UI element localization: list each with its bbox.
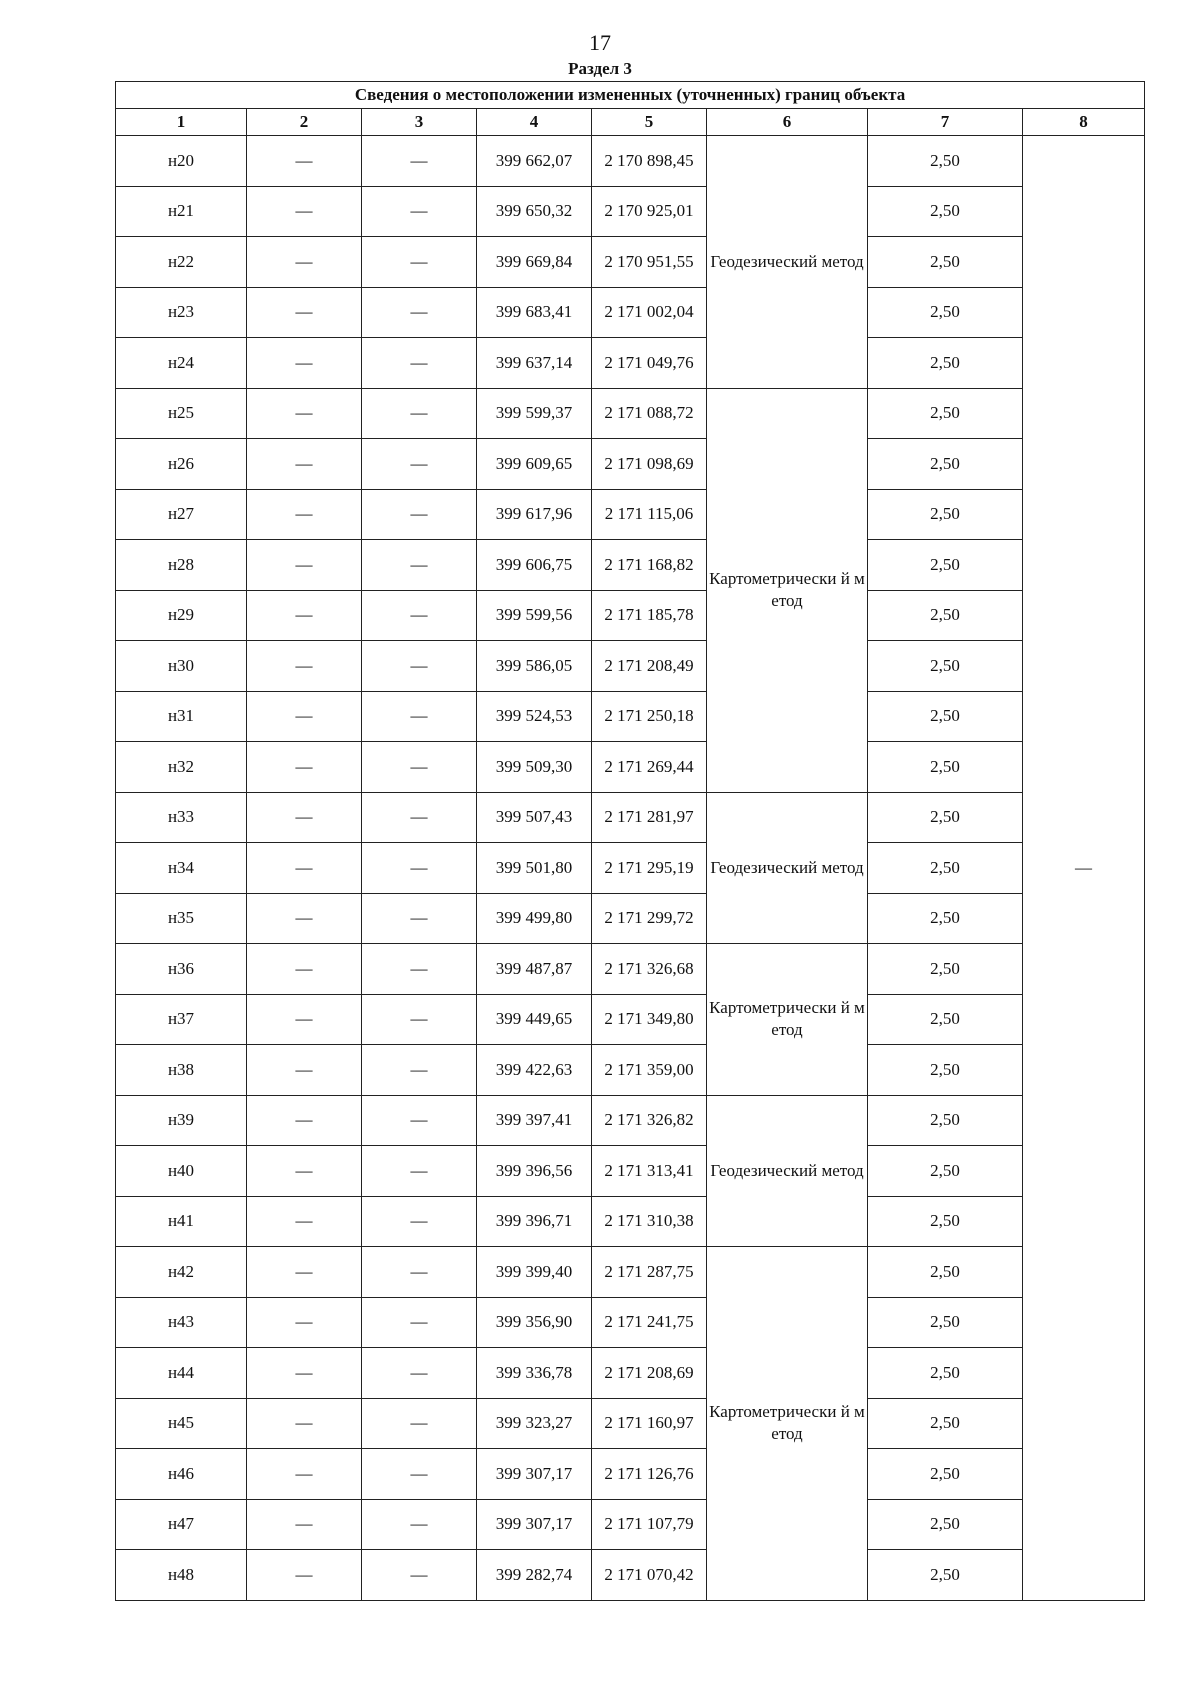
point-name-cell: н44: [116, 1348, 247, 1399]
point-name-cell: н29: [116, 590, 247, 641]
boundary-coordinates-table: [115, 81, 1145, 1601]
x-coordinate-cell: 399 399,40: [477, 1247, 592, 1298]
point-name-cell: н42: [116, 1247, 247, 1298]
y-coordinate-cell: 2 170 925,01: [592, 186, 707, 237]
point-name-cell: н48: [116, 1550, 247, 1601]
table-row: [116, 641, 1145, 692]
col3-cell: —: [362, 944, 477, 995]
y-coordinate-cell: 2 171 208,69: [592, 1348, 707, 1399]
column-header-3: 3: [362, 109, 477, 136]
accuracy-cell: 2,50: [868, 540, 1023, 591]
y-coordinate-cell: 2 171 107,79: [592, 1499, 707, 1550]
point-name-cell: н20: [116, 136, 247, 187]
accuracy-cell: 2,50: [868, 590, 1023, 641]
x-coordinate-cell: 399 422,63: [477, 1045, 592, 1096]
method-cell: Картометрически й метод: [707, 944, 868, 1096]
col2-cell: —: [247, 590, 362, 641]
page-number: 17: [589, 30, 611, 55]
table-row: [116, 944, 1145, 995]
table-caption-row: [116, 82, 1145, 109]
col3-cell: —: [362, 1449, 477, 1500]
table-row: [116, 540, 1145, 591]
point-name-cell: н28: [116, 540, 247, 591]
col2-cell: —: [247, 1095, 362, 1146]
col3-cell: —: [362, 994, 477, 1045]
accuracy-cell: 2,50: [868, 136, 1023, 187]
accuracy-cell: 2,50: [868, 1398, 1023, 1449]
table-row: [116, 287, 1145, 338]
y-coordinate-cell: 2 171 168,82: [592, 540, 707, 591]
table-row: [116, 1196, 1145, 1247]
col3-cell: —: [362, 843, 477, 894]
accuracy-cell: 2,50: [868, 338, 1023, 389]
column-header-4: 4: [477, 109, 592, 136]
accuracy-cell: 2,50: [868, 994, 1023, 1045]
col2-cell: —: [247, 338, 362, 389]
table-row: [116, 1499, 1145, 1550]
x-coordinate-cell: 399 499,80: [477, 893, 592, 944]
col2-cell: —: [247, 287, 362, 338]
accuracy-cell: 2,50: [868, 439, 1023, 490]
accuracy-cell: 2,50: [868, 944, 1023, 995]
col2-cell: —: [247, 1398, 362, 1449]
accuracy-cell: 2,50: [868, 1449, 1023, 1500]
x-coordinate-cell: 399 449,65: [477, 994, 592, 1045]
accuracy-cell: 2,50: [868, 1247, 1023, 1298]
table-row: [116, 691, 1145, 742]
x-coordinate-cell: 399 487,87: [477, 944, 592, 995]
y-coordinate-cell: 2 170 951,55: [592, 237, 707, 288]
table-row: [116, 1449, 1145, 1500]
table-row: [116, 1297, 1145, 1348]
table-row: [116, 1550, 1145, 1601]
y-coordinate-cell: 2 171 281,97: [592, 792, 707, 843]
accuracy-cell: 2,50: [868, 1045, 1023, 1096]
col3-cell: —: [362, 691, 477, 742]
table-body: [116, 136, 1145, 1601]
y-coordinate-cell: 2 171 310,38: [592, 1196, 707, 1247]
col2-cell: —: [247, 136, 362, 187]
y-coordinate-cell: 2 171 250,18: [592, 691, 707, 742]
col3-cell: —: [362, 136, 477, 187]
col2-cell: —: [247, 1550, 362, 1601]
point-name-cell: н37: [116, 994, 247, 1045]
y-coordinate-cell: 2 171 160,97: [592, 1398, 707, 1449]
point-name-cell: н21: [116, 186, 247, 237]
point-name-cell: н34: [116, 843, 247, 894]
y-coordinate-cell: 2 171 002,04: [592, 287, 707, 338]
col2-cell: —: [247, 1196, 362, 1247]
table-row: [116, 1095, 1145, 1146]
y-coordinate-cell: 2 170 898,45: [592, 136, 707, 187]
table-row: [116, 136, 1145, 187]
point-name-cell: н25: [116, 388, 247, 439]
point-name-cell: н38: [116, 1045, 247, 1096]
col2-cell: —: [247, 540, 362, 591]
accuracy-cell: 2,50: [868, 691, 1023, 742]
x-coordinate-cell: 399 396,56: [477, 1146, 592, 1197]
table-row: [116, 994, 1145, 1045]
x-coordinate-cell: 399 323,27: [477, 1398, 592, 1449]
col2-cell: —: [247, 1045, 362, 1096]
x-coordinate-cell: 399 662,07: [477, 136, 592, 187]
col3-cell: —: [362, 893, 477, 944]
y-coordinate-cell: 2 171 359,00: [592, 1045, 707, 1096]
col2-cell: —: [247, 388, 362, 439]
x-coordinate-cell: 399 617,96: [477, 489, 592, 540]
col2-cell: —: [247, 742, 362, 793]
point-name-cell: н32: [116, 742, 247, 793]
x-coordinate-cell: 399 599,37: [477, 388, 592, 439]
col3-cell: —: [362, 590, 477, 641]
accuracy-cell: 2,50: [868, 489, 1023, 540]
accuracy-cell: 2,50: [868, 792, 1023, 843]
col2-cell: —: [247, 186, 362, 237]
point-name-cell: н36: [116, 944, 247, 995]
x-coordinate-cell: 399 606,75: [477, 540, 592, 591]
table-row: [116, 590, 1145, 641]
point-name-cell: н33: [116, 792, 247, 843]
column-header-6: 6: [707, 109, 868, 136]
point-name-cell: н24: [116, 338, 247, 389]
accuracy-cell: 2,50: [868, 1297, 1023, 1348]
x-coordinate-cell: 399 609,65: [477, 439, 592, 490]
table-row: [116, 439, 1145, 490]
col2-cell: —: [247, 1247, 362, 1298]
point-name-cell: н47: [116, 1499, 247, 1550]
col2-cell: —: [247, 1146, 362, 1197]
col3-cell: —: [362, 1196, 477, 1247]
y-coordinate-cell: 2 171 241,75: [592, 1297, 707, 1348]
x-coordinate-cell: 399 599,56: [477, 590, 592, 641]
table-row: [116, 1398, 1145, 1449]
y-coordinate-cell: 2 171 269,44: [592, 742, 707, 793]
col3-cell: —: [362, 1095, 477, 1146]
y-coordinate-cell: 2 171 287,75: [592, 1247, 707, 1298]
col3-cell: —: [362, 439, 477, 490]
col3-cell: —: [362, 489, 477, 540]
accuracy-cell: 2,50: [868, 742, 1023, 793]
y-coordinate-cell: 2 171 049,76: [592, 338, 707, 389]
table-row: [116, 1146, 1145, 1197]
point-name-cell: н46: [116, 1449, 247, 1500]
col3-cell: —: [362, 641, 477, 692]
table-row: [116, 742, 1145, 793]
x-coordinate-cell: 399 637,14: [477, 338, 592, 389]
col2-cell: —: [247, 1449, 362, 1500]
col3-cell: —: [362, 237, 477, 288]
table-row: [116, 186, 1145, 237]
point-name-cell: н40: [116, 1146, 247, 1197]
y-coordinate-cell: 2 171 208,49: [592, 641, 707, 692]
section-title: Раздел 3: [568, 59, 632, 78]
col3-cell: —: [362, 338, 477, 389]
x-coordinate-cell: 399 307,17: [477, 1499, 592, 1550]
col3-cell: —: [362, 388, 477, 439]
col2-cell: —: [247, 1348, 362, 1399]
col2-cell: —: [247, 843, 362, 894]
accuracy-cell: 2,50: [868, 388, 1023, 439]
col3-cell: —: [362, 1348, 477, 1399]
x-coordinate-cell: 399 356,90: [477, 1297, 592, 1348]
point-name-cell: н43: [116, 1297, 247, 1348]
col3-cell: —: [362, 1045, 477, 1096]
accuracy-cell: 2,50: [868, 641, 1023, 692]
method-cell: Картометрически й метод: [707, 388, 868, 792]
table-caption: Сведения о местоположении измененных (уточненных) границ объекта: [116, 82, 1145, 109]
table-row: [116, 1348, 1145, 1399]
table-row: [116, 843, 1145, 894]
method-cell: Геодезический метод: [707, 136, 868, 389]
x-coordinate-cell: 399 683,41: [477, 287, 592, 338]
col8-cell: —: [1023, 136, 1145, 1601]
y-coordinate-cell: 2 171 098,69: [592, 439, 707, 490]
accuracy-cell: 2,50: [868, 1146, 1023, 1197]
point-name-cell: н45: [116, 1398, 247, 1449]
point-name-cell: н27: [116, 489, 247, 540]
table-row: [116, 489, 1145, 540]
y-coordinate-cell: 2 171 115,06: [592, 489, 707, 540]
column-header-7: 7: [868, 109, 1023, 136]
x-coordinate-cell: 399 397,41: [477, 1095, 592, 1146]
accuracy-cell: 2,50: [868, 1499, 1023, 1550]
point-name-cell: н26: [116, 439, 247, 490]
x-coordinate-cell: 399 669,84: [477, 237, 592, 288]
y-coordinate-cell: 2 171 326,82: [592, 1095, 707, 1146]
table-row: [116, 388, 1145, 439]
accuracy-cell: 2,50: [868, 893, 1023, 944]
column-header-8: 8: [1023, 109, 1145, 136]
x-coordinate-cell: 399 336,78: [477, 1348, 592, 1399]
accuracy-cell: 2,50: [868, 1196, 1023, 1247]
col3-cell: —: [362, 1247, 477, 1298]
col2-cell: —: [247, 792, 362, 843]
x-coordinate-cell: 399 507,43: [477, 792, 592, 843]
accuracy-cell: 2,50: [868, 843, 1023, 894]
col2-cell: —: [247, 691, 362, 742]
col3-cell: —: [362, 1146, 477, 1197]
y-coordinate-cell: 2 171 326,68: [592, 944, 707, 995]
method-cell: Геодезический метод: [707, 792, 868, 944]
col3-cell: —: [362, 1499, 477, 1550]
table-row: [116, 792, 1145, 843]
y-coordinate-cell: 2 171 088,72: [592, 388, 707, 439]
col2-cell: —: [247, 994, 362, 1045]
point-name-cell: н35: [116, 893, 247, 944]
y-coordinate-cell: 2 171 185,78: [592, 590, 707, 641]
accuracy-cell: 2,50: [868, 1348, 1023, 1399]
y-coordinate-cell: 2 171 299,72: [592, 893, 707, 944]
col2-cell: —: [247, 893, 362, 944]
x-coordinate-cell: 399 586,05: [477, 641, 592, 692]
table-row: [116, 1045, 1145, 1096]
col3-cell: —: [362, 742, 477, 793]
column-header-2: 2: [247, 109, 362, 136]
x-coordinate-cell: 399 282,74: [477, 1550, 592, 1601]
col3-cell: —: [362, 540, 477, 591]
point-name-cell: н23: [116, 287, 247, 338]
col3-cell: —: [362, 186, 477, 237]
method-cell: Картометрически й метод: [707, 1247, 868, 1601]
col3-cell: —: [362, 792, 477, 843]
point-name-cell: н39: [116, 1095, 247, 1146]
accuracy-cell: 2,50: [868, 186, 1023, 237]
column-header-1: 1: [116, 109, 247, 136]
col2-cell: —: [247, 1297, 362, 1348]
table-row: [116, 1247, 1145, 1298]
col2-cell: —: [247, 237, 362, 288]
point-name-cell: н22: [116, 237, 247, 288]
y-coordinate-cell: 2 171 349,80: [592, 994, 707, 1045]
col3-cell: —: [362, 287, 477, 338]
col2-cell: —: [247, 489, 362, 540]
point-name-cell: н30: [116, 641, 247, 692]
point-name-cell: н41: [116, 1196, 247, 1247]
table-row: [116, 893, 1145, 944]
table-row: [116, 237, 1145, 288]
col2-cell: —: [247, 1499, 362, 1550]
column-header-5: 5: [592, 109, 707, 136]
y-coordinate-cell: 2 171 295,19: [592, 843, 707, 894]
x-coordinate-cell: 399 501,80: [477, 843, 592, 894]
x-coordinate-cell: 399 307,17: [477, 1449, 592, 1500]
col3-cell: —: [362, 1297, 477, 1348]
y-coordinate-cell: 2 171 313,41: [592, 1146, 707, 1197]
accuracy-cell: 2,50: [868, 1095, 1023, 1146]
x-coordinate-cell: 399 524,53: [477, 691, 592, 742]
accuracy-cell: 2,50: [868, 1550, 1023, 1601]
y-coordinate-cell: 2 171 070,42: [592, 1550, 707, 1601]
col3-cell: —: [362, 1550, 477, 1601]
accuracy-cell: 2,50: [868, 287, 1023, 338]
y-coordinate-cell: 2 171 126,76: [592, 1449, 707, 1500]
column-header-row: [116, 109, 1145, 136]
x-coordinate-cell: 399 509,30: [477, 742, 592, 793]
x-coordinate-cell: 399 650,32: [477, 186, 592, 237]
col2-cell: —: [247, 641, 362, 692]
table-row: [116, 338, 1145, 389]
x-coordinate-cell: 399 396,71: [477, 1196, 592, 1247]
method-cell: Геодезический метод: [707, 1095, 868, 1247]
accuracy-cell: 2,50: [868, 237, 1023, 288]
point-name-cell: н31: [116, 691, 247, 742]
col3-cell: —: [362, 1398, 477, 1449]
col2-cell: —: [247, 439, 362, 490]
col2-cell: —: [247, 944, 362, 995]
